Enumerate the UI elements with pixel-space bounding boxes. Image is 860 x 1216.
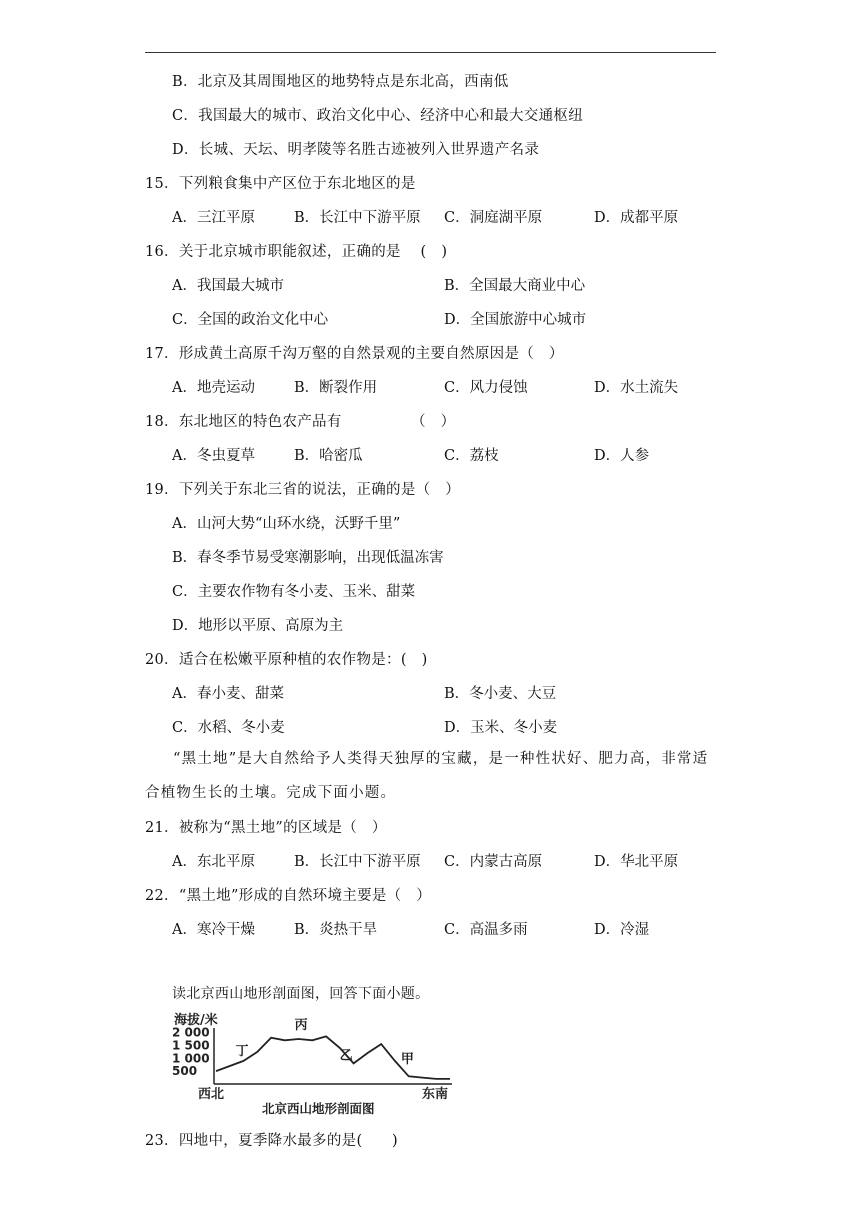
question-20-option-a[interactable]: A．春小麦、甜菜 bbox=[172, 686, 284, 702]
option-b-prev: B．北京及其周围地区的地势特点是东北高，西南低 bbox=[172, 74, 509, 90]
question-16-option-a[interactable]: A．我国最大城市 bbox=[172, 278, 284, 294]
question-22-option-d[interactable]: D．冷湿 bbox=[594, 922, 650, 938]
question-18-bracket: （ ） bbox=[411, 414, 456, 430]
question-19-option-b[interactable]: B．春冬季节易受寒潮影响，出现低温冻害 bbox=[172, 550, 444, 566]
question-15-option-d[interactable]: D．成都平原 bbox=[594, 210, 679, 226]
reading-passage: “黑土地”是大自然给予人类得天独厚的宝藏，是一种性状好、肥力高，非常适合植物生长的土壤。完成下面小题。 bbox=[145, 751, 709, 801]
question-17-option-c[interactable]: C．风力侵蚀 bbox=[444, 380, 528, 396]
question-21-option-a[interactable]: A．东北平原 bbox=[172, 854, 255, 870]
question-15-option-a[interactable]: A．三江平原 bbox=[172, 210, 255, 226]
question-21-option-b[interactable]: B．长江中下游平原 bbox=[294, 854, 421, 870]
point-label: 丙 bbox=[294, 1018, 308, 1033]
question-18-option-d[interactable]: D．人参 bbox=[594, 448, 650, 464]
question-20-option-d[interactable]: D．玉米、冬小麦 bbox=[444, 720, 558, 736]
question-22-option-c[interactable]: C．高温多雨 bbox=[444, 922, 528, 938]
figure-intro: 读北京西山地形剖面图，回答下面小题。 bbox=[172, 986, 430, 1002]
option-d-prev: D．长城、天坛、明孝陵等名胜古迹被列入世界遗产名录 bbox=[172, 142, 540, 158]
question-15-option-b[interactable]: B．长江中下游平原 bbox=[294, 210, 421, 226]
question-21-option-c[interactable]: C．内蒙古高原 bbox=[444, 854, 543, 870]
question-15-option-c[interactable]: C．洞庭湖平原 bbox=[444, 210, 543, 226]
question-19-stem: 19．下列关于东北三省的说法，正确的是（ ） bbox=[145, 482, 461, 498]
question-17-option-a[interactable]: A．地壳运动 bbox=[172, 380, 255, 396]
question-16-option-b[interactable]: B．全国最大商业中心 bbox=[444, 278, 586, 294]
point-label: 乙 bbox=[339, 1048, 353, 1064]
question-23-stem: 23．四地中，夏季降水最多的是( ) bbox=[145, 1133, 398, 1149]
point-labels bbox=[236, 1018, 414, 1067]
question-22-option-b[interactable]: B．炎热干旱 bbox=[294, 922, 378, 938]
question-22-stem: 22．“黑土地”形成的自然环境主要是（ ） bbox=[145, 888, 432, 904]
terrain-profile-figure bbox=[172, 1012, 454, 1116]
question-17-option-d[interactable]: D．水土流失 bbox=[594, 380, 679, 396]
y-axis-label: 海拔/米 bbox=[174, 1013, 218, 1028]
question-21-stem: 21．被称为“黑土地”的区域是（ ） bbox=[145, 820, 387, 836]
question-18-option-c[interactable]: C．荔枝 bbox=[444, 448, 499, 464]
terrain-profile-chart bbox=[172, 1012, 454, 1116]
question-17-option-b[interactable]: B．断裂作用 bbox=[294, 380, 378, 396]
chart-title: 北京西山地形剖面图 bbox=[262, 1101, 375, 1116]
x-label-northwest: 西北 bbox=[198, 1087, 225, 1102]
question-20-stem: 20．适合在松嫩平原种植的农作物是：( ) bbox=[145, 652, 428, 668]
y-tick-label: 500 bbox=[172, 1064, 198, 1079]
terrain-profile-line bbox=[216, 1036, 450, 1079]
point-label: 甲 bbox=[400, 1051, 414, 1067]
question-16-stem: 16．关于北京城市职能叙述，正确的是 ( ) bbox=[145, 244, 448, 260]
y-tick-label: 1 500 bbox=[172, 1038, 210, 1053]
question-22-option-a[interactable]: A．寒冷干燥 bbox=[172, 922, 255, 938]
y-tick-labels bbox=[172, 1026, 210, 1079]
question-20-option-c[interactable]: C．水稻、冬小麦 bbox=[172, 720, 285, 736]
option-c-prev: C．我国最大的城市、政治文化中心、经济中心和最大交通枢纽 bbox=[172, 108, 583, 124]
question-20-option-b[interactable]: B．冬小麦、大豆 bbox=[444, 686, 557, 702]
question-17-stem: 17．形成黄土高原千沟万壑的自然景观的主要自然原因是（ ） bbox=[145, 346, 564, 362]
question-21-option-d[interactable]: D．华北平原 bbox=[594, 854, 679, 870]
y-tick-label: 2 000 bbox=[172, 1025, 210, 1040]
question-18-option-a[interactable]: A．冬虫夏草 bbox=[172, 448, 255, 464]
header-rule bbox=[145, 52, 716, 53]
y-tick-label: 1 000 bbox=[172, 1051, 210, 1066]
question-18-option-b[interactable]: B．哈密瓜 bbox=[294, 448, 363, 464]
question-16-option-d[interactable]: D．全国旅游中心城市 bbox=[444, 312, 587, 328]
question-18-stem: 18．东北地区的特色农产品有 bbox=[145, 414, 342, 430]
question-19-option-c[interactable]: C．主要农作物有冬小麦、玉米、甜菜 bbox=[172, 584, 416, 600]
x-label-southeast: 东南 bbox=[422, 1087, 449, 1102]
question-19-option-d[interactable]: D．地形以平原、高原为主 bbox=[172, 618, 344, 634]
point-label: 丁 bbox=[235, 1043, 249, 1059]
question-15-stem: 15．下列粮食集中产区位于东北地区的是 bbox=[145, 176, 416, 192]
question-19-option-a[interactable]: A．山河大势“山环水绕，沃野千里” bbox=[172, 516, 401, 532]
question-16-option-c[interactable]: C．全国的政治文化中心 bbox=[172, 312, 329, 328]
